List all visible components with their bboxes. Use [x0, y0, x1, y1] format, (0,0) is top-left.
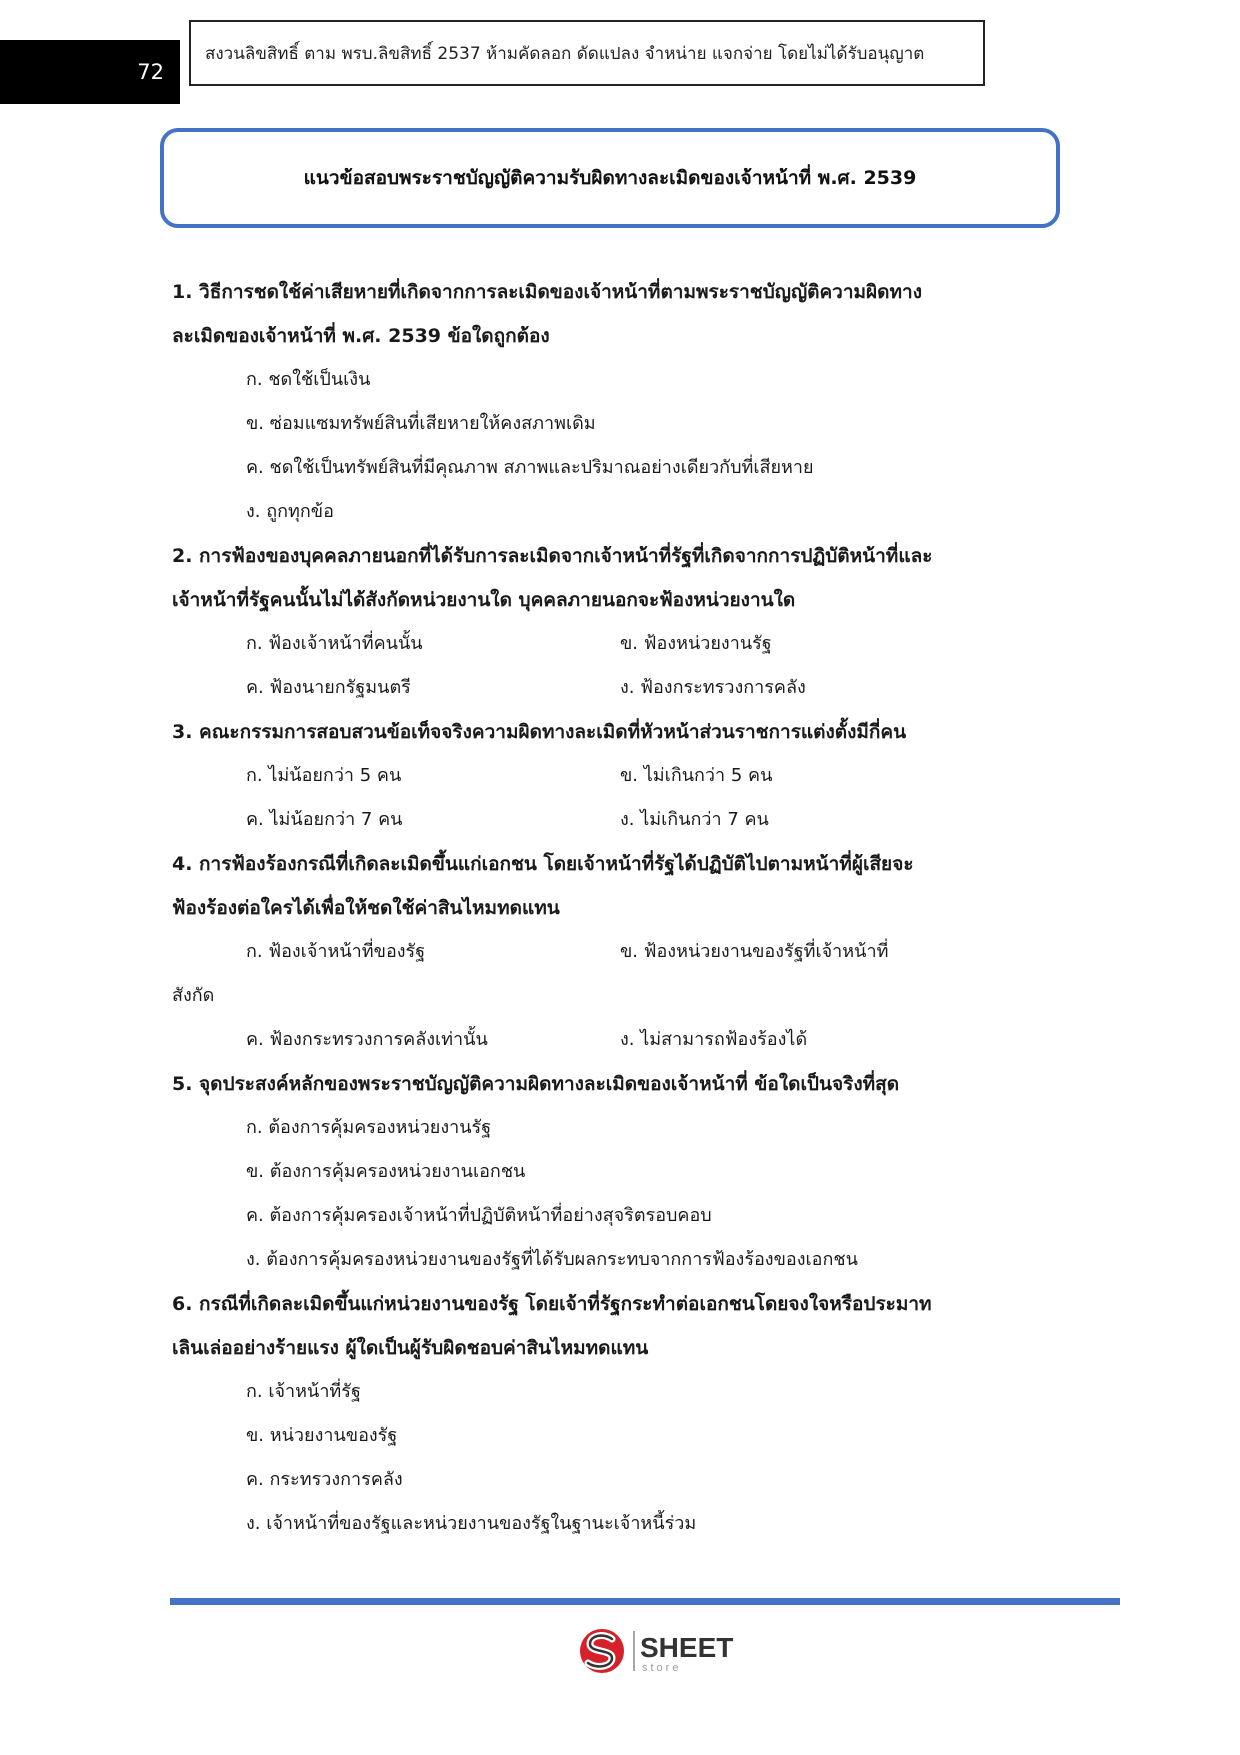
question-2-text [172, 534, 1052, 622]
question-text-line: 3. คณะกรรมการสอบสวนข้อเท็จจริงความผิดทางละเมิดที่หัวหน้าส่วนราชการแต่งตั้งมีกี่คน [172, 721, 907, 743]
question-1 [172, 270, 1052, 534]
answer-option: ค. ฟ้องกระทรวงการคลังเท่านั้น [246, 1029, 488, 1050]
question-3 [172, 710, 1052, 842]
question-4-text [172, 842, 1052, 930]
sheet-store-s-logo-icon [574, 1623, 754, 1679]
sheet-store-logo [574, 1623, 754, 1679]
question-list [172, 270, 1052, 1546]
answer-option: ข. หน่วยงานของรัฐ [246, 1425, 398, 1446]
page-title: แนวข้อสอบพระราชบัญญัติความรับผิดทางละเมิดของเจ้าหน้าที่ พ.ศ. 2539 [303, 167, 917, 189]
answer-option: ก. เจ้าหน้าที่รัฐ [246, 1381, 361, 1402]
answer-options-grid [172, 1018, 1052, 1062]
answer-option: ก. ชดใช้เป็นเงิน [246, 369, 371, 390]
copyright-notice: สงวนลิขสิทธิ์ ตาม พรบ.ลิขสิทธิ์ 2537 ห้ามคัดลอก ดัดแปลง จำหน่าย แจกจ่าย โดยไม่ได้รับอนุญาต [205, 43, 925, 64]
answer-option: ข. ซ่อมแซมทรัพย์สินที่เสียหายให้คงสภาพเดิม [246, 413, 596, 434]
answer-option: ก. ฟ้องเจ้าหน้าที่ของรัฐ [246, 941, 426, 962]
page-number: 72 [137, 60, 164, 84]
answer-options-grid [172, 754, 1052, 842]
answer-option-wrap: สังกัด [172, 985, 215, 1006]
answer-option: ก. ฟ้องเจ้าหน้าที่คนนั้น [246, 633, 423, 654]
logo-main-text: SHEET [640, 1632, 734, 1663]
answer-options-grid [172, 622, 1052, 710]
question-3-text [172, 710, 1052, 754]
answer-option: ง. เจ้าหน้าที่ของรัฐและหน่วยงานของรัฐในฐานะเจ้าหนี้ร่วม [246, 1513, 697, 1534]
answer-option: ข. ไม่เกินกว่า 5 คน [620, 765, 773, 786]
question-2 [172, 534, 1052, 710]
answer-option: ง. ต้องการคุ้มครองหน่วยงานของรัฐที่ได้รับผลกระทบจากการฟ้องร้องของเอกชน [246, 1249, 858, 1270]
answer-option: ง. ไม่สามารถฟ้องร้องได้ [620, 1029, 808, 1050]
question-1-text [172, 270, 1052, 358]
question-text-line: 2. การฟ้องของบุคคลภายนอกที่ได้รับการละเมิดจากเจ้าหน้าที่รัฐที่เกิดจากการปฏิบัติหน้าที่และ [172, 545, 933, 567]
question-text-line: 5. จุดประสงค์หลักของพระราชบัญญัติความผิดทางละเมิดของเจ้าหน้าที่ ข้อใดเป็นจริงที่สุด [172, 1073, 900, 1095]
question-text-line: ฟ้องร้องต่อใครได้เพื่อให้ชดใช้ค่าสินไหมทดแทน [172, 897, 560, 919]
question-5 [172, 1062, 1052, 1282]
answer-option: ค. ชดใช้เป็นทรัพย์สินที่มีคุณภาพ สภาพและปริมาณอย่างเดียวกับที่เสียหาย [246, 457, 814, 478]
question-text-line: 6. กรณีที่เกิดละเมิดขึ้นแก่หน่วยงานของรัฐ โดยเจ้าที่รัฐกระทำต่อเอกชนโดยจงใจหรือประมาท [172, 1293, 932, 1315]
footer-divider [170, 1598, 1120, 1605]
question-6 [172, 1282, 1052, 1546]
question-text-line: เลินเล่ออย่างร้ายแรง ผู้ใดเป็นผู้รับผิดชอบค่าสินไหมทดแทน [172, 1337, 649, 1359]
question-text-line: ละเมิดของเจ้าหน้าที่ พ.ศ. 2539 ข้อใดถูกต้อง [172, 325, 550, 347]
answer-option: ก. ไม่น้อยกว่า 5 คน [246, 765, 402, 786]
answer-option: ง. ไม่เกินกว่า 7 คน [620, 809, 769, 830]
answer-option: ข. ฟ้องหน่วยงานรัฐ [620, 633, 772, 654]
answer-option: ข. ต้องการคุ้มครองหน่วยงานเอกชน [246, 1161, 526, 1182]
copyright-notice-box [189, 20, 985, 86]
answer-option: ค. กระทรวงการคลัง [246, 1469, 403, 1490]
answer-options-grid [172, 930, 1052, 974]
page-title-box [160, 128, 1060, 228]
question-6-text [172, 1282, 1052, 1370]
answer-option: ค. ฟ้องนายกรัฐมนตรี [246, 677, 411, 698]
question-text-line: 4. การฟ้องร้องกรณีที่เกิดละเมิดขึ้นแก่เอกชน โดยเจ้าหน้าที่รัฐได้ปฏิบัติไปตามหน้าที่ผู้เสียจะ [172, 853, 914, 875]
answer-option: ง. ถูกทุกข้อ [246, 501, 334, 522]
question-4 [172, 842, 1052, 1062]
answer-option: ค. ต้องการคุ้มครองเจ้าหน้าที่ปฏิบัติหน้าที่อย่างสุจริตรอบคอบ [246, 1205, 712, 1226]
answer-option: ค. ไม่น้อยกว่า 7 คน [246, 809, 403, 830]
page-number-box [0, 40, 180, 104]
question-text-line: 1. วิธีการชดใช้ค่าเสียหายที่เกิดจากการละเมิดของเจ้าหน้าที่ตามพระราชบัญญัติความผิดทาง [172, 281, 922, 303]
answer-option: ข. ฟ้องหน่วยงานของรัฐที่เจ้าหน้าที่ [620, 941, 889, 962]
logo-sub-text: store [642, 1662, 682, 1674]
answer-option: ง. ฟ้องกระทรวงการคลัง [620, 677, 806, 698]
question-5-text [172, 1062, 1052, 1106]
question-text-line: เจ้าหน้าที่รัฐคนนั้นไม่ได้สังกัดหน่วยงานใด บุคคลภายนอกจะฟ้องหน่วยงานใด [172, 589, 796, 611]
answer-option: ก. ต้องการคุ้มครองหน่วยงานรัฐ [246, 1117, 492, 1138]
